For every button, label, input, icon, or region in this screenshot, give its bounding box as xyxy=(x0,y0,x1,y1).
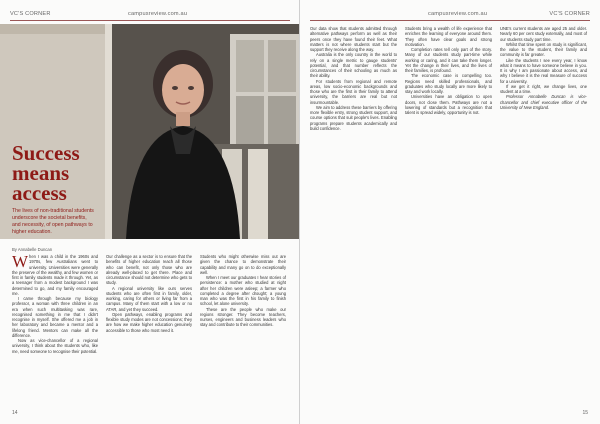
body-paragraph: When I was a child in the 1960s and 1970s, few Australians went to university. Universities were generally the preserve of the wealthy, and few women or first in family students made it through. Yet, as a teenager from a modest background I was determined to go, and my family encouraged me. xyxy=(12,252,98,296)
body-paragraph: These are the people who make our regions stronger. They become teachers, nurses, engineers and business leaders who stay and contribute to their communities. xyxy=(200,306,286,328)
portrait-illustration xyxy=(0,24,300,239)
article-standfirst: The lives of non-traditional students underscore the societal benefits, and necessity, of open pathways to higher education. xyxy=(12,208,94,235)
drop-cap: W xyxy=(12,252,29,271)
body-paragraph: Whilst that time spent on study is significant, the value to the student, their family and community is far greater. xyxy=(500,41,587,58)
left-body-columns xyxy=(12,254,286,354)
header-rule xyxy=(310,20,590,21)
body-column-4 xyxy=(310,26,397,131)
body-paragraph: Australia is the only country in the world to rely on a single metric to gauge students' potential, and that number reflects the circumstances of their schooling as much as their ability. xyxy=(310,52,397,79)
running-head-section: VC'S CORNER xyxy=(10,11,51,17)
body-paragraph: Our challenge as a sector is to ensure that the benefits of higher education reach all those who can benefit, not only those who are already well-placed to get there. Place and circumstance should not determine who gets to study. xyxy=(106,254,192,286)
body-paragraph: Students bring a wealth of life experience that enriches the learning of everyone around them. They often have clear goals and strong motivation. xyxy=(405,26,492,47)
right-page xyxy=(300,0,600,424)
page-number-right: 15 xyxy=(582,410,588,416)
body-paragraph: Completion rates tell only part of the story. Many of our students study part-time while working or caring, and it can take them longer. Yet the change in their lives, and the lives of their families, is profound. xyxy=(405,47,492,73)
body-paragraph: A regional university like ours serves students who are often first in family, older, working, caring for others or living far from a campus. Many of them start with a low or no ATAR, and yet they succeed. xyxy=(106,285,192,312)
running-head-site: campusreview.com.au xyxy=(428,11,488,17)
body-column-2 xyxy=(106,254,192,354)
body-paragraph: The economic case is compelling too. Regions need skilled professionals, and graduates who study locally are more likely to stay and work locally. xyxy=(405,73,492,94)
running-head-section: VC'S CORNER xyxy=(549,11,590,17)
running-head-site: campusreview.com.au xyxy=(128,11,188,17)
body-paragraph: For students from regional and remote areas, low socio-economic backgrounds and those who are the first in their family to attend university, the barriers are real but not insurmountable. xyxy=(310,78,397,105)
body-column-1 xyxy=(12,254,98,354)
portrait-photo xyxy=(0,24,300,239)
body-paragraph: I came through because my biology professor, a woman with three children in an era when such multitasking was rare, recognised something in me that I didn't recognise in myself. She offered me a job in her laboratory and became a mentor and a lifelong friend. Mentors can make all the difference. xyxy=(12,296,98,338)
body-paragraph: We aim to address these barriers by offering more flexible entry, strong student support, and course options that suit people's lives. Enabling programs prepare students academically and build confidence. xyxy=(310,104,397,131)
body-column-6 xyxy=(500,26,587,131)
body-paragraph: Universities have an obligation to open doors, not close them. Pathways are not a lowering of standards but a recognition that talent is spread widely, opportunity is not. xyxy=(405,94,492,115)
body-paragraph: Students who might otherwise miss out are given the chance to demonstrate their capability and many go on to do exceptionally well. xyxy=(200,254,286,275)
author-bio: Professor Annabelle Duncan is vice-chancellor and chief executive officer of the University of New England. xyxy=(500,94,587,110)
header-rule xyxy=(10,20,290,21)
body-paragraph: Like the students I see every year, I know what it means to have someone believe in you. It is why I am passionate about access, and why I believe it is the real measure of success for a university. xyxy=(500,57,587,84)
body-paragraph: Our data show that students admitted through alternative pathways perform as well as their peers once they have found their feet. What matters is not where students start but the support they receive along the way. xyxy=(310,26,397,52)
body-paragraph: If we get it right, we change lives, one student at a time. xyxy=(500,83,587,94)
body-paragraph: UNE's current students are aged 25 and older. Nearly 60 per cent study externally, and most of our students study part time. xyxy=(500,26,587,42)
body-paragraph: When I meet our graduates I hear stories of persistence: a mother who studied at night after her children were asleep; a farmer who completed a degree after drought; a young man who was the first in his family to finish school, let alone university. xyxy=(200,275,286,307)
body-paragraph: Open pathways, enabling programs and flexible study modes are not concessions; they are how we make higher education genuinely accessible to those who most need it. xyxy=(106,311,192,333)
body-column-5 xyxy=(405,26,492,131)
article-byline: By Annabelle Duncan xyxy=(12,247,53,252)
body-column-3 xyxy=(200,254,286,354)
body-paragraph: Now as vice-chancellor of a regional university, I think about the students who, like me, need someone to recognise their potential. xyxy=(12,338,98,354)
right-body-columns xyxy=(310,26,587,131)
article-headline: Success means access xyxy=(12,141,80,205)
page-number-left: 14 xyxy=(12,410,18,416)
